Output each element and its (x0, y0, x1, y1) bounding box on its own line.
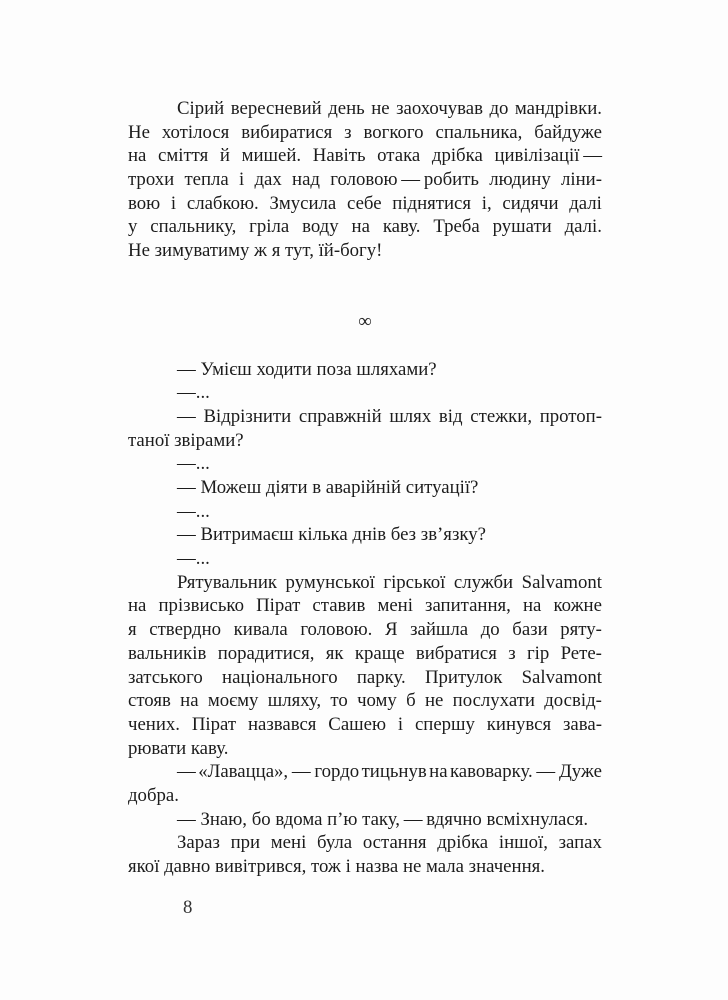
text-line (128, 168, 602, 192)
word: сміття (158, 145, 209, 167)
word: — (177, 405, 196, 427)
text-block (128, 97, 602, 879)
dialogue-lavazza (128, 760, 602, 807)
text-line (128, 215, 602, 239)
word: мандрівки. (514, 98, 602, 119)
word: головою. (300, 619, 373, 641)
dialogue-silent-reply-4 (128, 547, 602, 571)
text-line (128, 760, 602, 784)
word: протоп- (539, 405, 602, 427)
word: національного (222, 666, 338, 688)
word: гірської (383, 571, 446, 593)
word: шляху, (267, 690, 322, 712)
word: кивала (233, 619, 288, 641)
word: іншої, (498, 832, 548, 854)
word: дрібка (437, 832, 489, 854)
text-line (128, 192, 602, 216)
text-line: Не зимуватиму ж я тут, їй-богу! (128, 240, 383, 262)
text-line (128, 405, 602, 429)
word: і, (481, 192, 492, 214)
word: слабкою. (186, 192, 259, 214)
word: не (424, 690, 444, 712)
word: гір (526, 642, 550, 664)
word: стежки, (470, 405, 533, 427)
word: і (170, 192, 177, 214)
word: дах (254, 169, 282, 191)
word: до (480, 619, 500, 641)
word: Змусила (269, 192, 337, 214)
word: каву. (382, 216, 421, 238)
word: прізвисько (158, 595, 244, 617)
text-line (128, 97, 602, 121)
word: Не (128, 121, 150, 143)
text-line: — Витримаєш кілька днів без зв’язку? (177, 524, 486, 546)
text-line: — Знаю, бо вдома п’ю таку, — вдячно всміхнулася. (177, 808, 589, 830)
word: Рете- (560, 642, 602, 664)
word: заохочував (396, 98, 483, 119)
word: порадитися, (217, 642, 315, 664)
word: воду (302, 216, 339, 238)
section-separator (128, 263, 602, 358)
text-line (128, 831, 602, 855)
word: з (344, 121, 352, 143)
word: Рятувальник (177, 571, 278, 593)
word: на (180, 690, 199, 712)
word: справжній (298, 405, 382, 427)
word: день (328, 98, 365, 119)
infinity-symbol: ∞ (358, 311, 372, 333)
word: цивілізації — (494, 145, 602, 167)
dialogue-question-1 (128, 358, 602, 382)
word: Salvamont (521, 571, 602, 593)
word: чому (357, 690, 397, 712)
word: досвід- (544, 690, 602, 712)
word: гріла (249, 216, 290, 238)
text-line (128, 666, 602, 690)
word: вибиратися (241, 121, 333, 143)
word: і (239, 169, 245, 191)
text-line: добра. (128, 784, 179, 806)
word: далі (569, 192, 602, 214)
word: тепла (184, 169, 229, 191)
word: у (128, 216, 138, 238)
word: вогкого (363, 121, 424, 143)
word: запах (558, 832, 602, 854)
text-line: рювати каву. (128, 737, 229, 759)
word: вальників (128, 642, 207, 664)
word: мені (377, 595, 413, 617)
dialogue-reply-know (128, 808, 602, 832)
word: Сірий (177, 98, 225, 119)
closing-paragraph (128, 831, 602, 878)
word: як (325, 642, 344, 664)
word: на (522, 595, 542, 617)
word: була (317, 832, 353, 854)
word: ставив (312, 595, 366, 617)
word: бази (512, 619, 548, 641)
dialogue-question-4 (128, 523, 602, 547)
word: на (429, 761, 448, 783)
word: мені (270, 832, 307, 854)
text-line: —... (177, 548, 210, 570)
text-line: таної звірами? (128, 429, 244, 451)
word: над (292, 169, 320, 191)
word: зайшла (410, 619, 469, 641)
text-line (128, 594, 602, 618)
word: не (371, 98, 390, 119)
word: — (177, 761, 196, 783)
word: назвався (247, 713, 317, 735)
word: спальнику, (150, 216, 237, 238)
text-line: —... (177, 500, 210, 522)
text-line: —... (177, 453, 210, 475)
word: спальника, (435, 121, 523, 143)
text-line (128, 713, 602, 737)
dialogue-question-3 (128, 476, 602, 500)
word: моєму (207, 690, 259, 712)
word: піднятися (392, 192, 472, 214)
word: кавоварку. — Дуже (449, 761, 602, 783)
word: мишей. (241, 145, 302, 167)
word: краще (354, 642, 405, 664)
word: Пірат (256, 595, 301, 617)
text-line (128, 689, 602, 713)
word: я (128, 619, 137, 641)
word: кинувся (486, 713, 552, 735)
word: трохи (128, 169, 175, 191)
word: вою (128, 192, 161, 214)
word: Відрізнити (203, 405, 292, 427)
word: і (397, 713, 404, 735)
word: від (438, 405, 463, 427)
word: при (230, 832, 261, 854)
word: шлях (389, 405, 432, 427)
dialogue-silent-reply-3 (128, 500, 602, 524)
word: дрібка (431, 145, 483, 167)
word: Я (384, 619, 398, 641)
word: людину (489, 169, 551, 191)
text-line: —... (177, 382, 210, 404)
word: затського (128, 666, 203, 688)
text-line (128, 642, 602, 666)
word: ліни- (561, 169, 602, 191)
word: байдуже (534, 121, 602, 143)
word: спершу (414, 713, 475, 735)
word: зава- (562, 713, 602, 735)
text-line (128, 618, 602, 642)
page-number: 8 (183, 897, 193, 918)
word: тицьнув (361, 761, 427, 783)
word: з (508, 642, 516, 664)
text-line (128, 571, 602, 595)
text-line: — Можеш діяти в аварійній ситуації? (177, 477, 479, 499)
text-line (128, 121, 602, 145)
word: далі. (564, 216, 602, 238)
word: Притулок (424, 666, 503, 688)
word: вересневий (230, 98, 322, 119)
opening-paragraph (128, 97, 602, 263)
word: до (489, 98, 509, 119)
dialogue-question-2 (128, 405, 602, 452)
rescuer-paragraph (128, 571, 602, 761)
word: «Лавацца», — гордо (198, 761, 360, 783)
word: запитання, (425, 595, 511, 617)
dialogue-silent-reply-2 (128, 452, 602, 476)
word: б (406, 690, 416, 712)
word: служби (453, 571, 514, 593)
word: хотілося (161, 121, 230, 143)
word: сидячи (502, 192, 559, 214)
word: Зараз (177, 832, 220, 854)
word: Навіть (312, 145, 366, 167)
word: чених. (128, 713, 180, 735)
text-line (128, 144, 602, 168)
word: румунської (285, 571, 375, 593)
word: головою — робить (330, 169, 479, 191)
word: Salvamont (521, 666, 602, 688)
word: то (330, 690, 348, 712)
dialogue-silent-reply-1 (128, 381, 602, 405)
word: остання (362, 832, 427, 854)
word: ряту- (560, 619, 602, 641)
word: парку. (356, 666, 406, 688)
word: послухати (452, 690, 535, 712)
word: на (128, 145, 147, 167)
word: на (351, 216, 370, 238)
word: отака (377, 145, 421, 167)
text-line: якої давно вивітрився, тож і назва не мала значення. (128, 856, 545, 878)
word: Треба (433, 216, 480, 238)
word: вибратися (415, 642, 497, 664)
word: стояв (128, 690, 171, 712)
word: й (219, 145, 230, 167)
word: на (128, 595, 147, 617)
word: кожне (553, 595, 602, 617)
text-line: — Умієш ходити поза шляхами? (177, 358, 437, 380)
word: Сашею (328, 713, 386, 735)
word: Пірат (191, 713, 237, 735)
word: рушати (492, 216, 552, 238)
word: ствердно (149, 619, 222, 641)
word: себе (347, 192, 382, 214)
